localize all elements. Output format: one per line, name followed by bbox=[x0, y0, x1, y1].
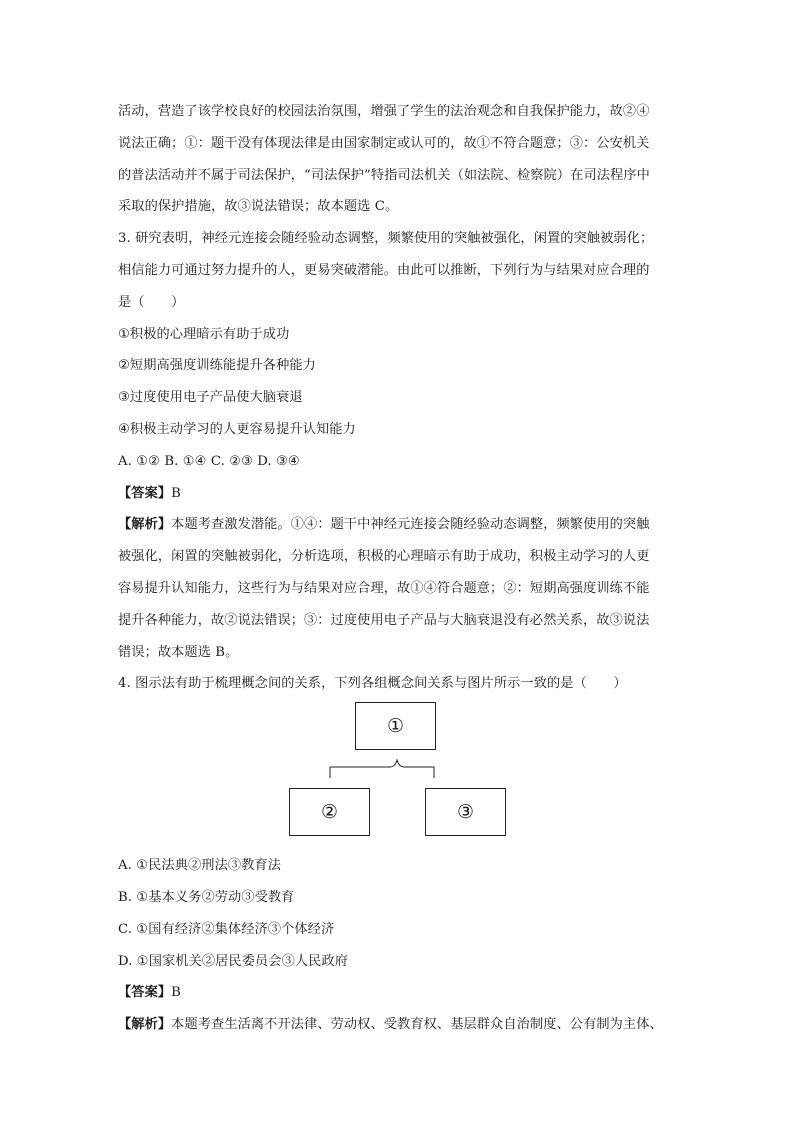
answer-label: 【答案】 bbox=[118, 485, 172, 501]
diagram-box-right: ③ bbox=[425, 788, 506, 836]
question-3-explanation: 被强化，闲置的突触被弱化，分析选项，积极的心理暗示有助于成功，积极主动学习的人更 bbox=[118, 549, 650, 565]
question-3-explanation: 容易提升认知能力，这些行为与结果对应合理，故①④符合题意；②：短期高强度训练不能 bbox=[118, 580, 650, 596]
explanation-text: 本题考查激发潜能。①④：题干中神经元连接会随经验动态调整，频繁使用的突触 bbox=[171, 517, 650, 533]
answer-value: B bbox=[171, 985, 181, 1001]
document-page bbox=[118, 96, 684, 1041]
question-4-answer bbox=[118, 977, 684, 1009]
text-line: 活动，营造了该学校良好的校园法治氛围，增强了学生的法治观念和自我保护能力，故②④ bbox=[118, 104, 650, 119]
text-line: 采取的保护措施，故③说法错误；故本题选 C。 bbox=[118, 199, 399, 215]
question-3-item: ①积极的心理暗示有助于成功 bbox=[118, 326, 290, 342]
text-line: 的普法活动并不属于司法保护，“司法保护”特指司法机关（如法院、检察院）在司法程序中 bbox=[118, 167, 650, 183]
text-line: 说法正确；①：题干没有体现法律是由国家制定或认可的，故①不符合题意；③：公安机关 bbox=[118, 135, 650, 151]
explanation-text: 本题考查生活离不开法律、劳动权、受教育权、基层群众自治制度、公有制为主体、 bbox=[171, 1017, 663, 1033]
question-4-option-a: A. ①民法典②刑法③教育法 bbox=[118, 858, 282, 874]
question-3-answer bbox=[118, 478, 684, 510]
question-3-stem: 相信能力可通过努力提升的人，更易突破潜能。由此可以推断，下列行为与结果对应合理的 bbox=[118, 262, 650, 278]
question-3-stem: 3. 研究表明，神经元连接会随经验动态调整，频繁使用的突触被强化，闲置的突触被弱化； bbox=[118, 231, 654, 247]
question-3-item: ③过度使用电子产品使大脑衰退 bbox=[118, 390, 303, 406]
question-3-stem: 是（ ） bbox=[118, 294, 185, 310]
diagram-box-top: ① bbox=[355, 702, 436, 750]
answer-label: 【答案】 bbox=[118, 985, 172, 1001]
concept-diagram bbox=[118, 700, 684, 850]
question-3-explanation: 提升各种能力，故②说法错误；③：过度使用电子产品与大脑衰退没有必然关系，故③说法 bbox=[118, 612, 650, 628]
question-3-item: ④积极主动学习的人更容易提升认知能力 bbox=[118, 421, 356, 437]
question-3-choices: A. ①② B. ①④ C. ②③ D. ③④ bbox=[118, 453, 300, 469]
question-3-explanation: 错误；故本题选 B。 bbox=[118, 644, 239, 660]
explanation-label: 【解析】 bbox=[118, 517, 172, 533]
question-4-stem: 4. 图示法有助于梳理概念间的关系，下列各组概念间关系与图片所示一致的是（ ） bbox=[118, 676, 627, 692]
question-4-option-d: D. ①国家机关②居民委员会③人民政府 bbox=[118, 953, 349, 969]
answer-value: B bbox=[171, 485, 181, 501]
diagram-box-left: ② bbox=[289, 788, 370, 836]
question-4-explanation bbox=[118, 1009, 684, 1041]
question-3-explanation bbox=[118, 509, 684, 541]
question-4-option-c: C. ①国有经济②集体经济③个体经济 bbox=[118, 921, 335, 937]
question-4-option-b: B. ①基本义务②劳动③受教育 bbox=[118, 889, 295, 905]
question-3-item: ②短期高强度训练能提升各种能力 bbox=[118, 358, 316, 374]
explanation-label: 【解析】 bbox=[118, 1017, 172, 1033]
